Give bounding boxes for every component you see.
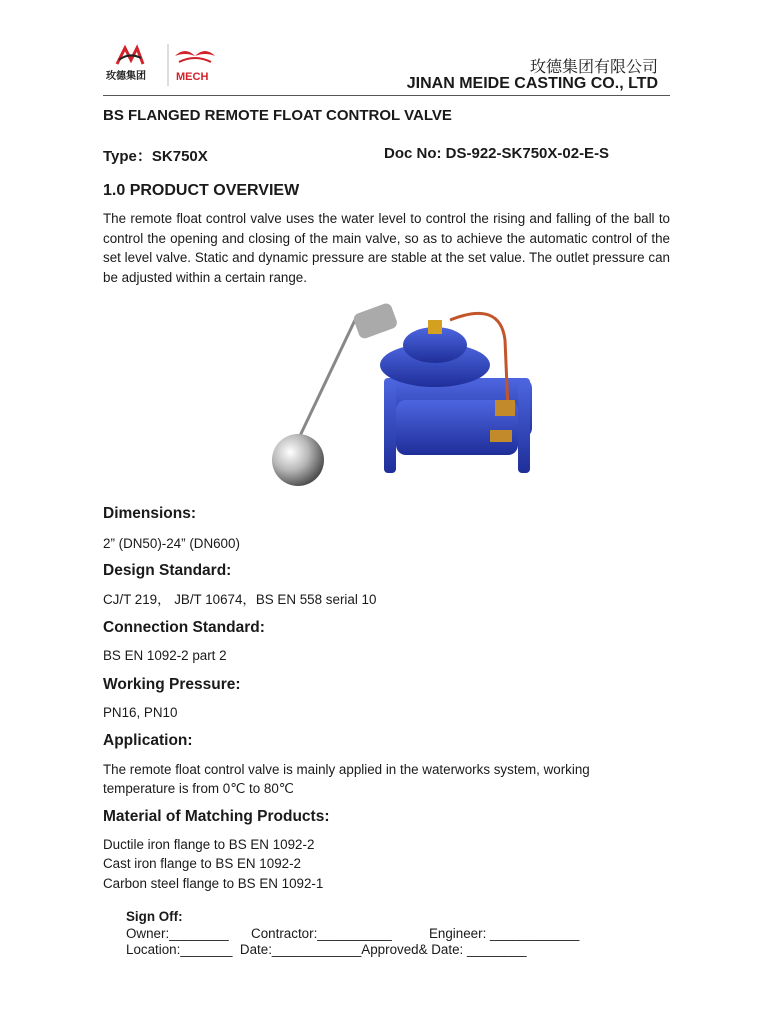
company-name-en: JINAN MEIDE CASTING CO., LTD xyxy=(406,75,658,92)
company-name-cn: 玫德集团有限公司 xyxy=(529,57,658,76)
signoff-line-1: Owner:________ Contractor:__________ Engineer: ____________ xyxy=(126,926,580,941)
dimensions-heading: Dimensions: xyxy=(103,505,197,522)
header-divider xyxy=(103,95,670,96)
mech-logo-icon xyxy=(175,51,215,62)
overview-heading: 1.0 PRODUCT OVERVIEW xyxy=(103,182,300,199)
application-line-1: The remote float control valve is mainly applied in the waterworks system, working xyxy=(103,762,590,777)
float-valve-icon xyxy=(260,300,540,500)
material-item: Ductile iron flange to BS EN 1092-2 xyxy=(103,837,315,852)
meide-logo-icon xyxy=(105,42,235,90)
connection-standard-value: BS EN 1092-2 part 2 xyxy=(103,648,227,663)
product-type: Type：SK750X xyxy=(103,148,208,165)
connection-standard-heading: Connection Standard: xyxy=(103,619,265,636)
signoff-title: Sign Off: xyxy=(126,909,183,924)
document-number: Doc No: DS-922-SK750X-02-E-S xyxy=(384,145,610,162)
working-pressure-heading: Working Pressure: xyxy=(103,676,241,693)
design-standard-value: CJ/T 219， JB/T 10674，BS EN 558 serial 10 xyxy=(103,592,377,607)
document-title: BS FLANGED REMOTE FLOAT CONTROL VALVE xyxy=(103,107,452,124)
logo-text: 玫德集团 xyxy=(106,71,146,82)
product-image xyxy=(260,300,540,500)
material-heading: Material of Matching Products: xyxy=(103,808,330,825)
application-heading: Application: xyxy=(103,732,193,749)
brand-text: MECH xyxy=(176,71,209,83)
dimensions-value: 2” (DN50)-24” (DN600) xyxy=(103,536,240,551)
design-standard-heading: Design Standard: xyxy=(103,562,232,579)
overview-text: The remote float control valve uses the water level to control the rising and falling of the ball to control the opening and closing of the main valve, so as to achieve the automatic control of the set level valve. Static and dynamic pressure are stable at the set value. The outlet pressure can be adjusted within a certain range. xyxy=(103,211,670,285)
material-item: Cast iron flange to BS EN 1092-2 xyxy=(103,856,301,871)
working-pressure-value: PN16, PN10 xyxy=(103,705,178,720)
material-item: Carbon steel flange to BS EN 1092-1 xyxy=(103,876,324,891)
application-line-2: temperature is from 0℃ to 80℃ xyxy=(103,781,294,796)
company-logos xyxy=(105,42,235,90)
signoff-line-2: Location:_______ Date:____________Approved& Date: ________ xyxy=(126,942,527,957)
